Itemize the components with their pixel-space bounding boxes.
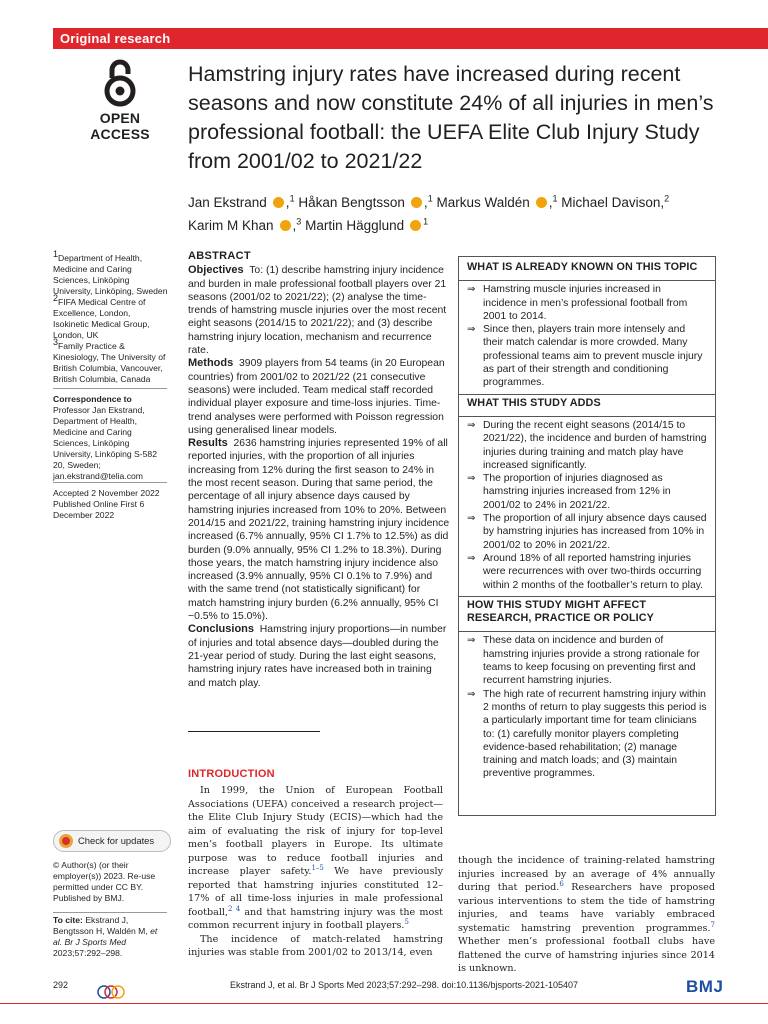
paragraph (458, 854, 715, 976)
affiliation-text: FIFA Medical Centre of Excellence, London, Isokinetic Medical Group, London, UK (53, 297, 150, 340)
abstract-objectives (188, 264, 450, 357)
list-item (467, 472, 707, 512)
affiliation (53, 293, 168, 341)
divider (53, 388, 167, 389)
author-affiliation: 1 (289, 193, 295, 204)
correspondence (53, 394, 168, 482)
article-dates (53, 488, 168, 521)
copyright-notice: © Author(s) (or their employer(s)) 2023. Re-use permitted under CC BY. Published by BMJ. (53, 860, 156, 903)
introduction-heading: INTRODUCTION (188, 768, 275, 780)
affiliations (53, 249, 168, 385)
section-text: 2636 hamstring injuries represented 19% of all reported injuries, with the proportion of all injuries increasing from 12% during the first season to 24% in the most recent season. During that same period, the percentage of all injury absence days caused by hamstring injuries increased from 10% to 20%. Between 2014/15 and 2021/22, training hamstring injury incidence increased (6.7% annually, 95% CI 1.7% to 12.5%) as did burden (9.0% annually, 95% CI 1.2% to 18.3%). During those years, the match hamstring injury incidence also increased (3.9% annually, 95% CI 0.1% to 7.9%) and with the same trend (not statistically significant) for match hamstring injury burden (6.2% annually, 95% CI −0.5% to 15.0%). (188, 438, 450, 623)
cite-volume: 2023;57:292–298. (53, 948, 123, 958)
introduction-column-2 (458, 854, 715, 976)
adds-list (467, 419, 707, 592)
section-text: Hamstring injury proportions—in number of injuries and total absence days—doubled during the 21-year period of study. During the last eight seasons, hamstring injury rates have increased both in training and match play. (188, 624, 447, 689)
list-item (467, 323, 707, 389)
paragraph-text: We have previously reported that hamstring injuries constituted 12–17% of all time-loss injuries in male professional football, (188, 866, 443, 918)
arrow-icon: ⇒ (467, 284, 476, 296)
arrow-icon: ⇒ (467, 635, 476, 647)
orcid-icon[interactable] (273, 197, 284, 208)
arrow-icon: ⇒ (467, 419, 476, 431)
open-access-icon (103, 58, 137, 108)
open-access-logo (72, 58, 168, 142)
accepted-date: Accepted 2 November 2022 (53, 488, 160, 498)
abstract-methods (188, 357, 450, 437)
list-item (467, 512, 707, 552)
arrow-icon: ⇒ (467, 324, 476, 336)
author-affiliation: 2 (664, 193, 670, 204)
list-item-text: Since then, players train more intensely and their match calendar is more crowded. Many professional teams aim to prevent muscle injury as part of their strength and conditioning programmes. (483, 324, 703, 389)
list-item-text: The proportion of injuries diagnosed as hamstring injuries increased from 12% in 2001/02 to 24% in 2021/22. (483, 473, 671, 511)
arrow-icon: ⇒ (467, 688, 476, 700)
divider (53, 912, 167, 913)
correspondence-heading: Correspondence to (53, 394, 132, 404)
reference-link[interactable]: 2 4 (228, 904, 241, 913)
author[interactable]: Jan Ekstrand (188, 195, 267, 210)
arrow-icon: ⇒ (467, 473, 476, 485)
list-item (467, 419, 707, 472)
check-updates-icon (59, 834, 73, 848)
abstract-conclusions (188, 623, 450, 689)
cite-text: Ekstrand J, Bengtsson H, Waldén M, (53, 915, 148, 936)
author[interactable]: Håkan Bengtsson (298, 195, 405, 210)
affiliation (53, 337, 168, 385)
abstract-heading: ABSTRACT (188, 250, 251, 262)
reference-link[interactable]: 5 (404, 917, 409, 926)
section-label: Results (188, 437, 228, 450)
affiliation (53, 249, 168, 297)
author[interactable]: Martin Hägglund (305, 218, 405, 233)
list-item-text: Around 18% of all reported hamstring injuries were recurrences with over two-thirds occurring within 2 months of the footballer’s return to play. (483, 552, 704, 591)
divider (459, 416, 715, 417)
author-affiliation: 3 (296, 216, 302, 227)
author[interactable]: Michael Davison, (561, 195, 665, 210)
article-title: Hamstring injury rates have increased during recent seasons and now constitute 24% of all injuries in men’s professional football: the UEFA Elite Club Injury Study from 2001/02 to 2021/22 (188, 62, 714, 173)
affiliation-text: Family Practice & Kinesiology, The University of British Columbia, Vancouver, British Columbia, Canada (53, 341, 166, 384)
abstract-results (188, 437, 450, 623)
affiliation-text: Department of Health, Medicine and Caring Sciences, Linköping University, Linköping, Sweden (53, 253, 168, 296)
list-item (467, 688, 707, 781)
arrow-icon: ⇒ (467, 513, 476, 525)
publisher-logo: BMJ (686, 977, 724, 996)
arrow-icon: ⇒ (467, 552, 476, 564)
orcid-icon[interactable] (280, 220, 291, 231)
divider (53, 482, 167, 483)
reference-link[interactable]: 1–5 (311, 863, 324, 872)
list-item (467, 634, 707, 687)
list-item (467, 283, 707, 323)
affect-list (467, 634, 707, 780)
list-item (467, 552, 707, 592)
divider (459, 596, 715, 597)
basem-logo-icon (95, 984, 129, 1000)
section-banner: Original research (53, 28, 768, 49)
orcid-icon[interactable] (536, 197, 547, 208)
abstract-end-rule (188, 731, 320, 732)
abstract (188, 250, 450, 690)
section-label: Conclusions (188, 623, 255, 636)
orcid-icon[interactable] (410, 220, 421, 231)
list-item-text: During the recent eight seasons (2014/15 to 2021/22), the incidence and burden of hamstring injuries during training and match play have increased significantly. (483, 419, 707, 471)
author-list: Jan Ekstrand ,$^1$ Håkan Bengtsson ,$^1$ Markus Waldén ,$^1$ Michael Davison,$^2$ Karim M Khan ,$^3$ Martin Hägglund $^1$ (188, 193, 670, 233)
divider (459, 394, 715, 395)
author-affiliation: 1 (423, 216, 429, 227)
affect-heading: HOW THIS STUDY MIGHT AFFECT RESEARCH, PRACTICE OR POLICY (467, 598, 654, 625)
page-number: 292 (53, 980, 69, 990)
divider (459, 280, 715, 281)
adds-heading: WHAT THIS STUDY ADDS (467, 396, 601, 409)
section-text: To: (1) describe hamstring injury incidence and burden in male professional football players over 21 seasons (2001/02 to 2021/22); (2) analyse the time-trends of hamstring muscle injuries over the most recent eight seasons (2014/15 to 2021/22); and (3) describe hamstring injury location, mechanism and recurrence rate. (188, 265, 447, 357)
section-label: Methods (188, 357, 234, 370)
cite-journal: et al. Br J Sports Med (53, 926, 158, 947)
open-access-label: OPEN ACCESS (90, 110, 150, 142)
paragraph-text: In 1999, the Union of European Football Associations (UEFA) conceived a research project—the Elite Club Injury Study (ECIS)—which had the aim of evaluating the risk of injury for top-level men’s football players in Europe. Its ultimate purpose was to reduce football injuries and increase player safety. (188, 785, 443, 877)
paragraph: The incidence of match-related hamstring injuries was stable from 2001/02 to 2013/14, even (188, 933, 443, 958)
check-for-updates-button[interactable] (53, 830, 171, 852)
divider (459, 631, 715, 632)
paragraph-text: Whether men’s professional football clubs have flattened the curve of hamstring injuries since 2014 is unknown. (458, 936, 715, 974)
reference-link[interactable]: 6 (559, 879, 564, 888)
paragraph-text: though the incidence of training-related hamstring injuries increased by an average of 4% annually during that period. (458, 855, 715, 893)
known-heading: WHAT IS ALREADY KNOWN ON THIS TOPIC (467, 261, 698, 273)
author-affiliation: 1 (427, 193, 433, 204)
author[interactable]: Markus Waldén (436, 195, 530, 210)
footer-rule (0, 1003, 768, 1004)
reference-link[interactable]: 7 (710, 920, 715, 929)
paragraph (188, 784, 443, 933)
author[interactable]: Karim M Khan (188, 218, 274, 233)
list-item-text: The proportion of all injury absence days caused by hamstring injuries has increased from 10% in 2001/02 to 20% in 2021/22. (483, 513, 707, 551)
footer-citation: Ekstrand J, et al. Br J Sports Med 2023;57:292–298. doi:10.1136/bjsports-2021-105407 (230, 980, 579, 990)
paragraph-text: and that hamstring injury was the most common recurrent injury in football players. (188, 906, 443, 931)
orcid-icon[interactable] (411, 197, 422, 208)
section-label: Objectives (188, 264, 244, 277)
list-item-text: These data on incidence and burden of hamstring injuries provide a strong rationale for teams to keep focusing on preventing first and recurrent hamstring injuries. (483, 635, 700, 687)
list-item-text: Hamstring muscle injuries increased in incidence in men’s professional football from 2001 to 2014. (483, 284, 688, 322)
affiliation-number: 1 (53, 249, 59, 260)
correspondence-text[interactable]: Professor Jan Ekstrand, Department of Health, Medicine and Caring Sciences, Linköping University, Linköping S-582 20, Sweden; jan.ekstrand@telia.com (53, 405, 157, 481)
published-date: Published Online First 6 December 2022 (53, 499, 145, 520)
cite-label: To cite: (53, 915, 83, 925)
list-item-text: The high rate of recurrent hamstring injury within 2 months of return to play suggests this period is a particularly important time for team clinicians to: (1) carefully monitor players completing evidence-based rehabilitation; (2) manage training and match loads; and (3) maintain preventive programmes. (483, 688, 707, 780)
known-list (467, 283, 707, 389)
author-affiliation: 1 (552, 193, 558, 204)
affiliation-number: 3 (53, 337, 59, 348)
check-updates-label: Check for updates (78, 835, 155, 846)
affiliation-number: 2 (53, 293, 59, 304)
paragraph-text: Researchers have proposed various interventions to stem the tide of hamstring injuries, and teams have variably embraced systematic hamstring prevention programmes. (458, 882, 715, 934)
citation-block (53, 915, 168, 959)
introduction-column-1 (188, 784, 443, 960)
summary-box (458, 256, 716, 816)
section-text: 3909 players from 54 teams (in 20 European countries) from 2001/02 to 2021/22 (21 consecutive seasons) were included. Team medical staff recorded individual player exposure and time-loss injuries. Time-trend analyses were performed with Poisson regression using generalised linear models. (188, 358, 445, 436)
